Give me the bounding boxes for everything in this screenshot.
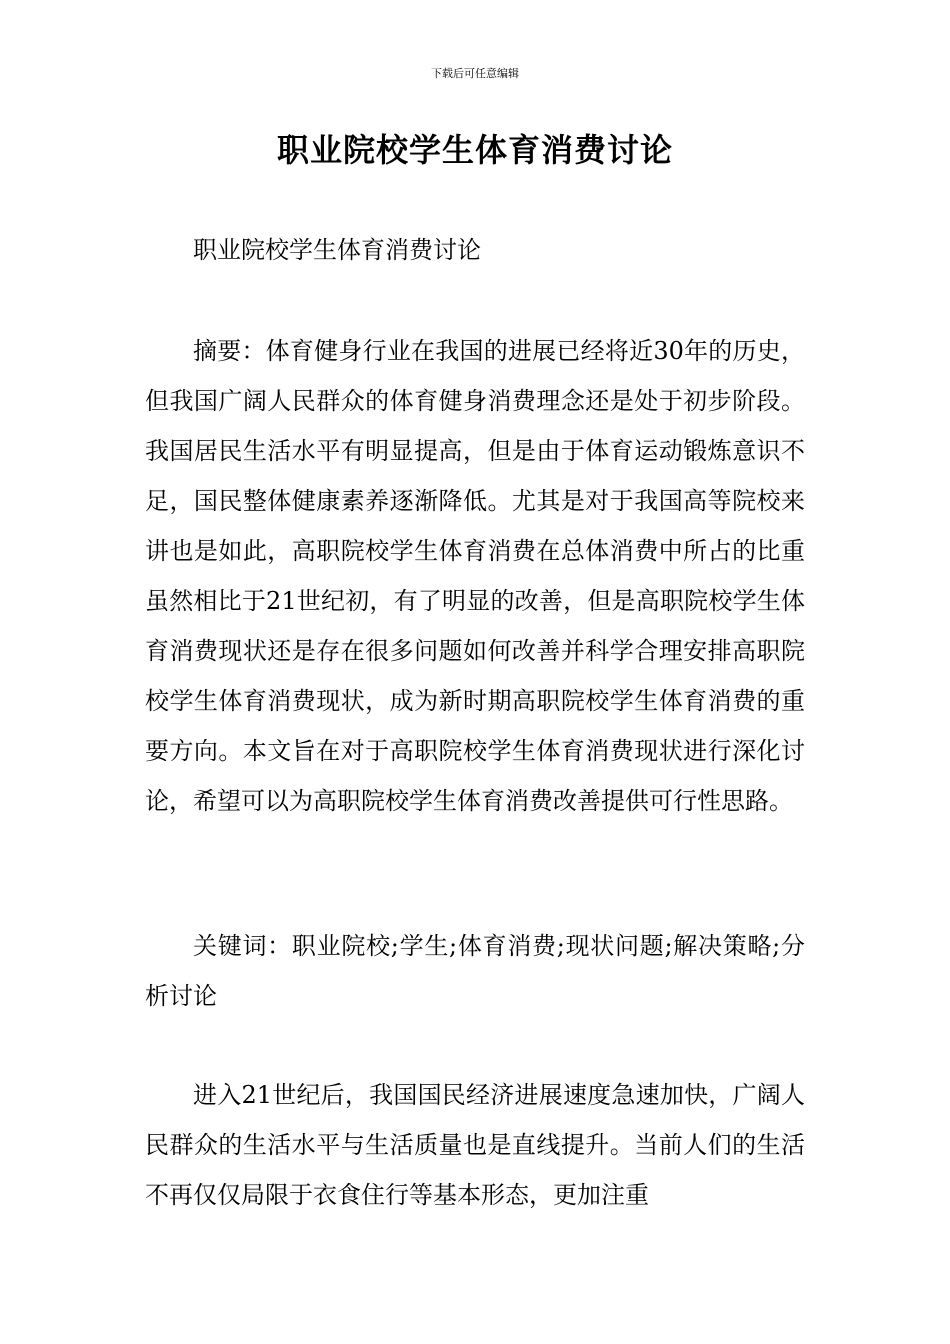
intro-paragraph: 进入21世纪后，我国国民经济进展速度急速加快，广阔人民群众的生活水平与生活质量也是直线提升。当前人们的生活不再仅仅局限于衣食住行等基本形态，更加注重 — [145, 1081, 805, 1209]
document-title: 职业院校学生体育消费讨论 — [276, 131, 673, 169]
abstract-paragraph: 摘要：体育健身行业在我国的进展已经将近30年的历史，但我国广阔人民群众的体育健身消费理念还是处于初步阶段。我国居民生活水平有明显提高，但是由于体育运动锻炼意识不足，国民整体健康素养逐渐降低。尤其是对于我国高等院校来讲也是如此，高职院校学生体育消费在总体消费中所占的比重虽然相比于21世纪初，有了明显的改善，但是高职院校学生体育消费现状还是存在很多问题如何改善并科学合理安排高职院校学生体育消费现状，成为新时期高职院校学生体育消费的重要方向。本文旨在对于高职院校学生体育消费现状进行深化讨论，希望可以为高职院校学生体育消费改善提供可行性思路。 — [145, 337, 805, 815]
subtitle-paragraph: 职业院校学生体育消费讨论 — [193, 236, 481, 264]
header-note: 下载后可任意编辑 — [431, 67, 519, 80]
keywords-paragraph: 关键词：职业院校;学生;体育消费;现状问题;解决策略;分析讨论 — [145, 932, 805, 1010]
